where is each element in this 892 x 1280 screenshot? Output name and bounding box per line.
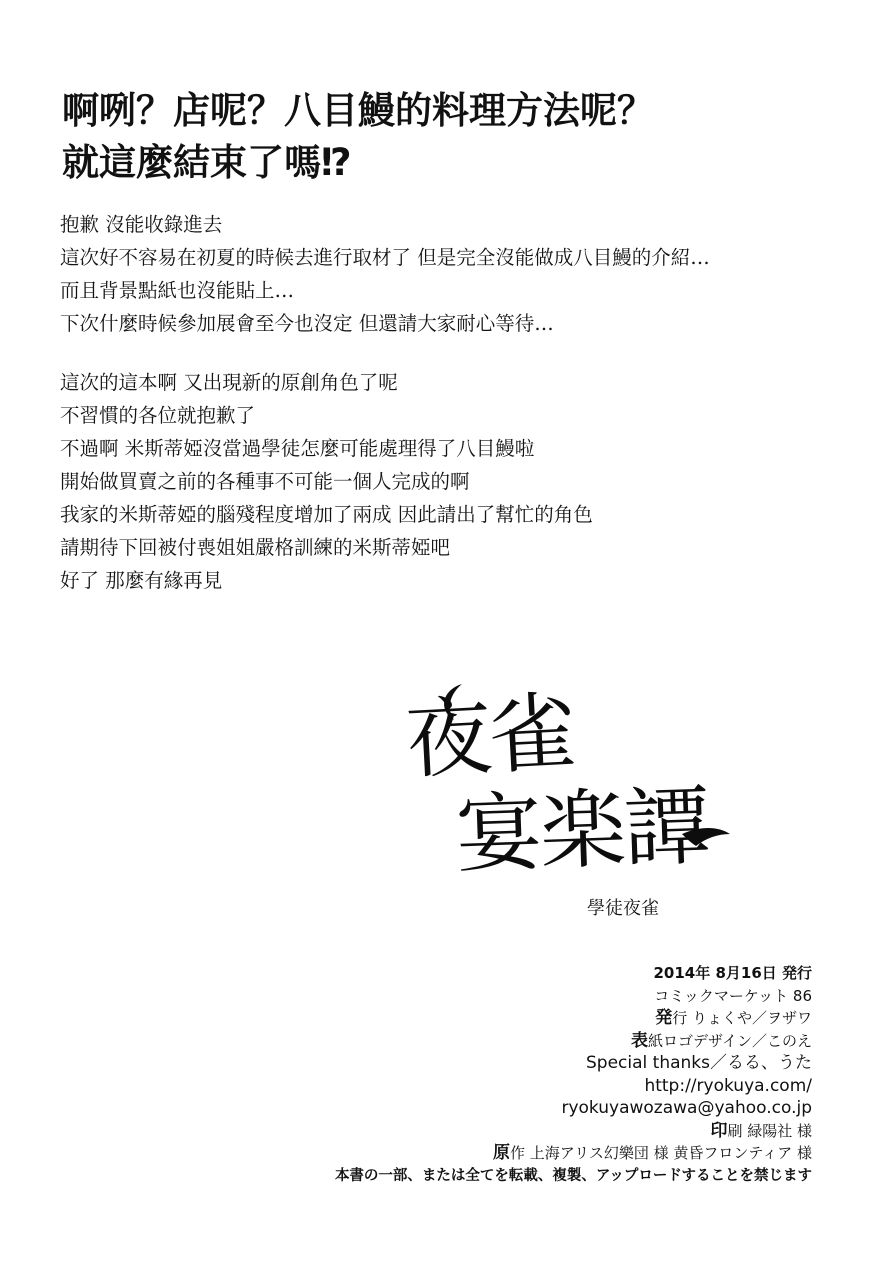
colophon bbox=[252, 962, 812, 1187]
original-label: 原 bbox=[493, 1143, 511, 1163]
publish-date: 2014年 8月16日 発行 bbox=[653, 964, 812, 982]
afterword-paragraph-2 bbox=[60, 366, 840, 597]
logo-title-line-1: 夜雀 bbox=[403, 682, 577, 792]
text-line: 不過啊 米斯蒂婭沒當過學徒怎麼可能處理得了八目鰻啦 bbox=[60, 437, 535, 460]
cover-logo-design bbox=[252, 1030, 812, 1053]
website-url: http://ryokuya.com/ bbox=[644, 1075, 812, 1096]
text-line: 請期待下回被付喪姐姐嚴格訓練的米斯蒂婭吧 bbox=[60, 536, 451, 559]
original-text: 作 上海アリス幻樂団 様 黄昏フロンティア 様 bbox=[510, 1144, 812, 1162]
text-line: 不習慣的各位就抱歉了 bbox=[60, 404, 256, 427]
text-line: 開始做買賣之前的各種事不可能一個人完成的啊 bbox=[60, 470, 470, 493]
cover-text: 紙ロゴデザイン／このえ bbox=[648, 1031, 812, 1050]
text-line: 而且背景點紙也沒能貼上… bbox=[60, 279, 295, 302]
original-work bbox=[252, 1142, 812, 1165]
headline-line-1: 啊咧？店呢？八目鰻的料理方法呢？ bbox=[62, 89, 654, 132]
publisher-text: 行 りょくや／ヲザワ bbox=[672, 1009, 812, 1027]
special-thanks: Special thanks／るる、うた bbox=[586, 1053, 812, 1073]
headline-line-2: 就這麼結束了嗎⁉ bbox=[62, 141, 352, 184]
text-line: 下次什麼時候參加展會至今也沒定 但還請大家耐心等待… bbox=[60, 312, 554, 335]
title-logo bbox=[400, 676, 740, 936]
logo-subtitle: 學徒夜雀 bbox=[587, 898, 659, 919]
print-text: 刷 緑陽社 様 bbox=[727, 1121, 812, 1140]
text-line: 抱歉 沒能收錄進去 bbox=[60, 213, 223, 236]
text-line: 這次好不容易在初夏的時候去進行取材了 但是完全沒能做成八目鰻的介紹… bbox=[60, 246, 710, 269]
cover-label: 表 bbox=[631, 1030, 649, 1051]
afterword-paragraph-1 bbox=[60, 208, 840, 340]
event-name: コミックマーケット 86 bbox=[654, 986, 812, 1005]
text-line: 我家的米斯蒂婭的腦殘程度增加了兩成 因此請出了幫忙的角色 bbox=[60, 503, 593, 526]
text-line: 好了 那麼有緣再見 bbox=[60, 569, 223, 592]
copyright-notice: 本書の一部、または全てを転載、複製、アップロードすることを禁じます bbox=[334, 1167, 812, 1184]
contact-email: ryokuyawozawa@yahoo.co.jp bbox=[561, 1098, 812, 1118]
text-line: 這次的這本啊 又出現新的原創角色了呢 bbox=[60, 371, 398, 394]
print-label: 印 bbox=[710, 1120, 728, 1141]
logo-title-line-2: 宴楽譚 bbox=[454, 776, 710, 886]
publisher-label: 発 bbox=[655, 1008, 673, 1028]
publisher bbox=[252, 1007, 812, 1030]
printer bbox=[252, 1120, 812, 1143]
